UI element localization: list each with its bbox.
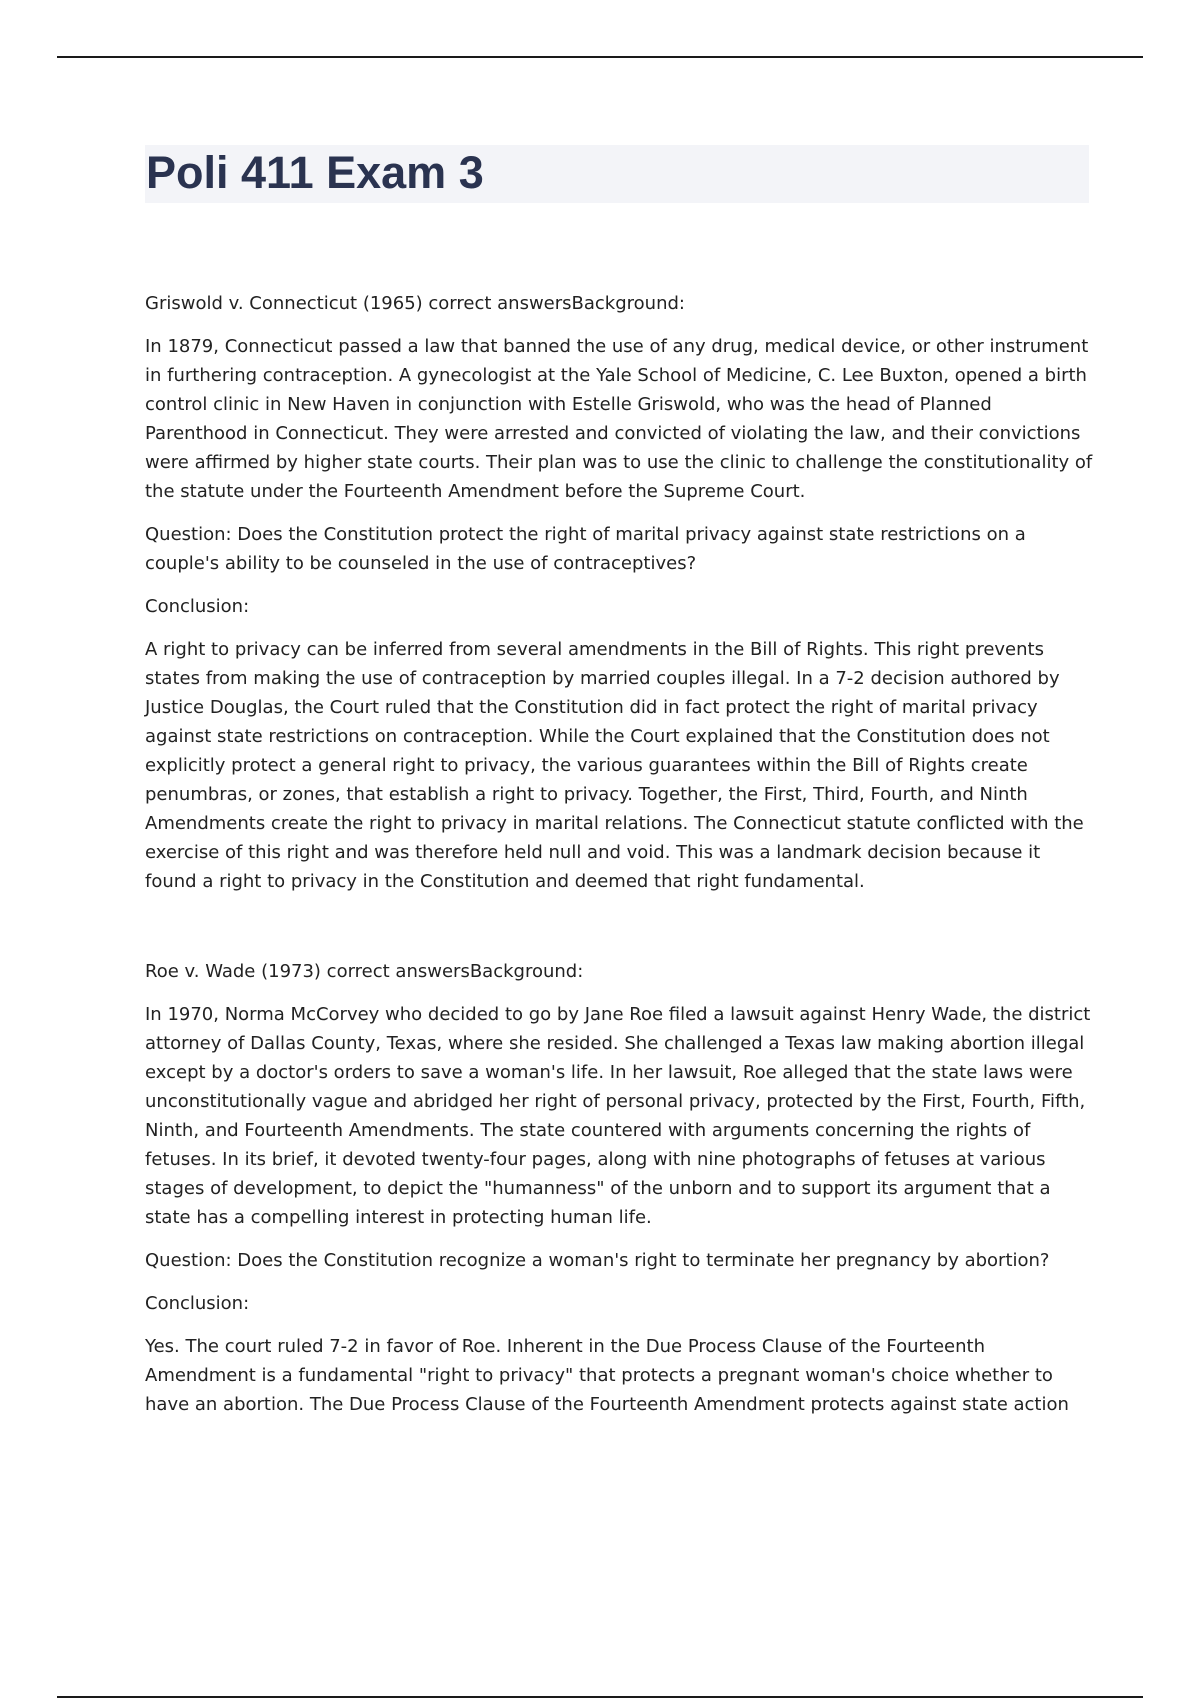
bottom-rule	[57, 1696, 1143, 1698]
section-question: Question: Does the Constitution protect the right of marital privacy against state restrictions on a couple's ability to be counseled in the use of contraceptives?	[145, 524, 1026, 574]
top-rule	[57, 56, 1143, 58]
section-question: Question: Does the Constitution recognize a woman's right to terminate her pregnancy by abortion?	[145, 1250, 1050, 1271]
section-conclusion-label: Conclusion:	[145, 596, 250, 617]
section-heading: Griswold v. Connecticut (1965) correct answersBackground:	[145, 293, 685, 314]
section-conclusion: Yes. The court ruled 7-2 in favor of Roe. Inherent in the Due Process Clause of the Fourteenth Amendment is a fundamental "right to privacy" that protects a pregnant woman's choice whether to have an abortion. The Due Process Clause of the Fourteenth Amendment protects against state action	[145, 1336, 1069, 1415]
section-conclusion: A right to privacy can be inferred from several amendments in the Bill of Rights. This right prevents states from making the use of contraception by married couples illegal. In a 7-2 decision authored by Justice Douglas, the Court ruled that the Constitution did in fact protect the right of marital privacy against state restrictions on contraception. While the Court explained that the Constitution does not explicitly protect a general right to privacy, the various guarantees within the Bill of Rights create penumbras, or zones, that establish a right to privacy. Together, the First, Third, Fourth, and Ninth Amendments create the right to privacy in marital relations. The Connecticut statute conflicted with the exercise of this right and was therefore held null and void. This was a landmark decision because it found a right to privacy in the Constitution and deemed that right fundamental.	[145, 639, 1084, 892]
document-title: Poli 411 Exam 3	[146, 147, 484, 198]
section-spacer	[145, 910, 1095, 957]
document-body	[145, 289, 1095, 1433]
section-conclusion-label: Conclusion:	[145, 1293, 250, 1314]
section-background: In 1879, Connecticut passed a law that banned the use of any drug, medical device, or other instrument in furthering contraception. A gynecologist at the Yale School of Medicine, C. Lee Buxton, opened a birth control clinic in New Haven in conjunction with Estelle Griswold, who was the head of Planned Parenthood in Connecticut. They were arrested and convicted of violating the law, and their convictions were affirmed by higher state courts. Their plan was to use the clinic to challenge the constitutionality of the statute under the Fourteenth Amendment before the Supreme Court.	[145, 336, 1093, 502]
section-roe	[145, 957, 1095, 1419]
section-heading: Roe v. Wade (1973) correct answersBackground:	[145, 961, 584, 982]
section-griswold	[145, 289, 1095, 896]
section-background: In 1970, Norma McCorvey who decided to go by Jane Roe filed a lawsuit against Henry Wade, the district attorney of Dallas County, Texas, where she resided. She challenged a Texas law making abortion illegal except by a doctor's orders to save a woman's life. In her lawsuit, Roe alleged that the state laws were unconstitutionally vague and abridged her right of personal privacy, protected by the First, Fourth, Fifth, Ninth, and Fourteenth Amendments. The state countered with arguments concerning the rights of fetuses. In its brief, it devoted twenty-four pages, along with nine photographs of fetuses at various stages of development, to depict the "humanness" of the unborn and to support its argument that a state has a compelling interest in protecting human life.	[145, 1004, 1091, 1228]
